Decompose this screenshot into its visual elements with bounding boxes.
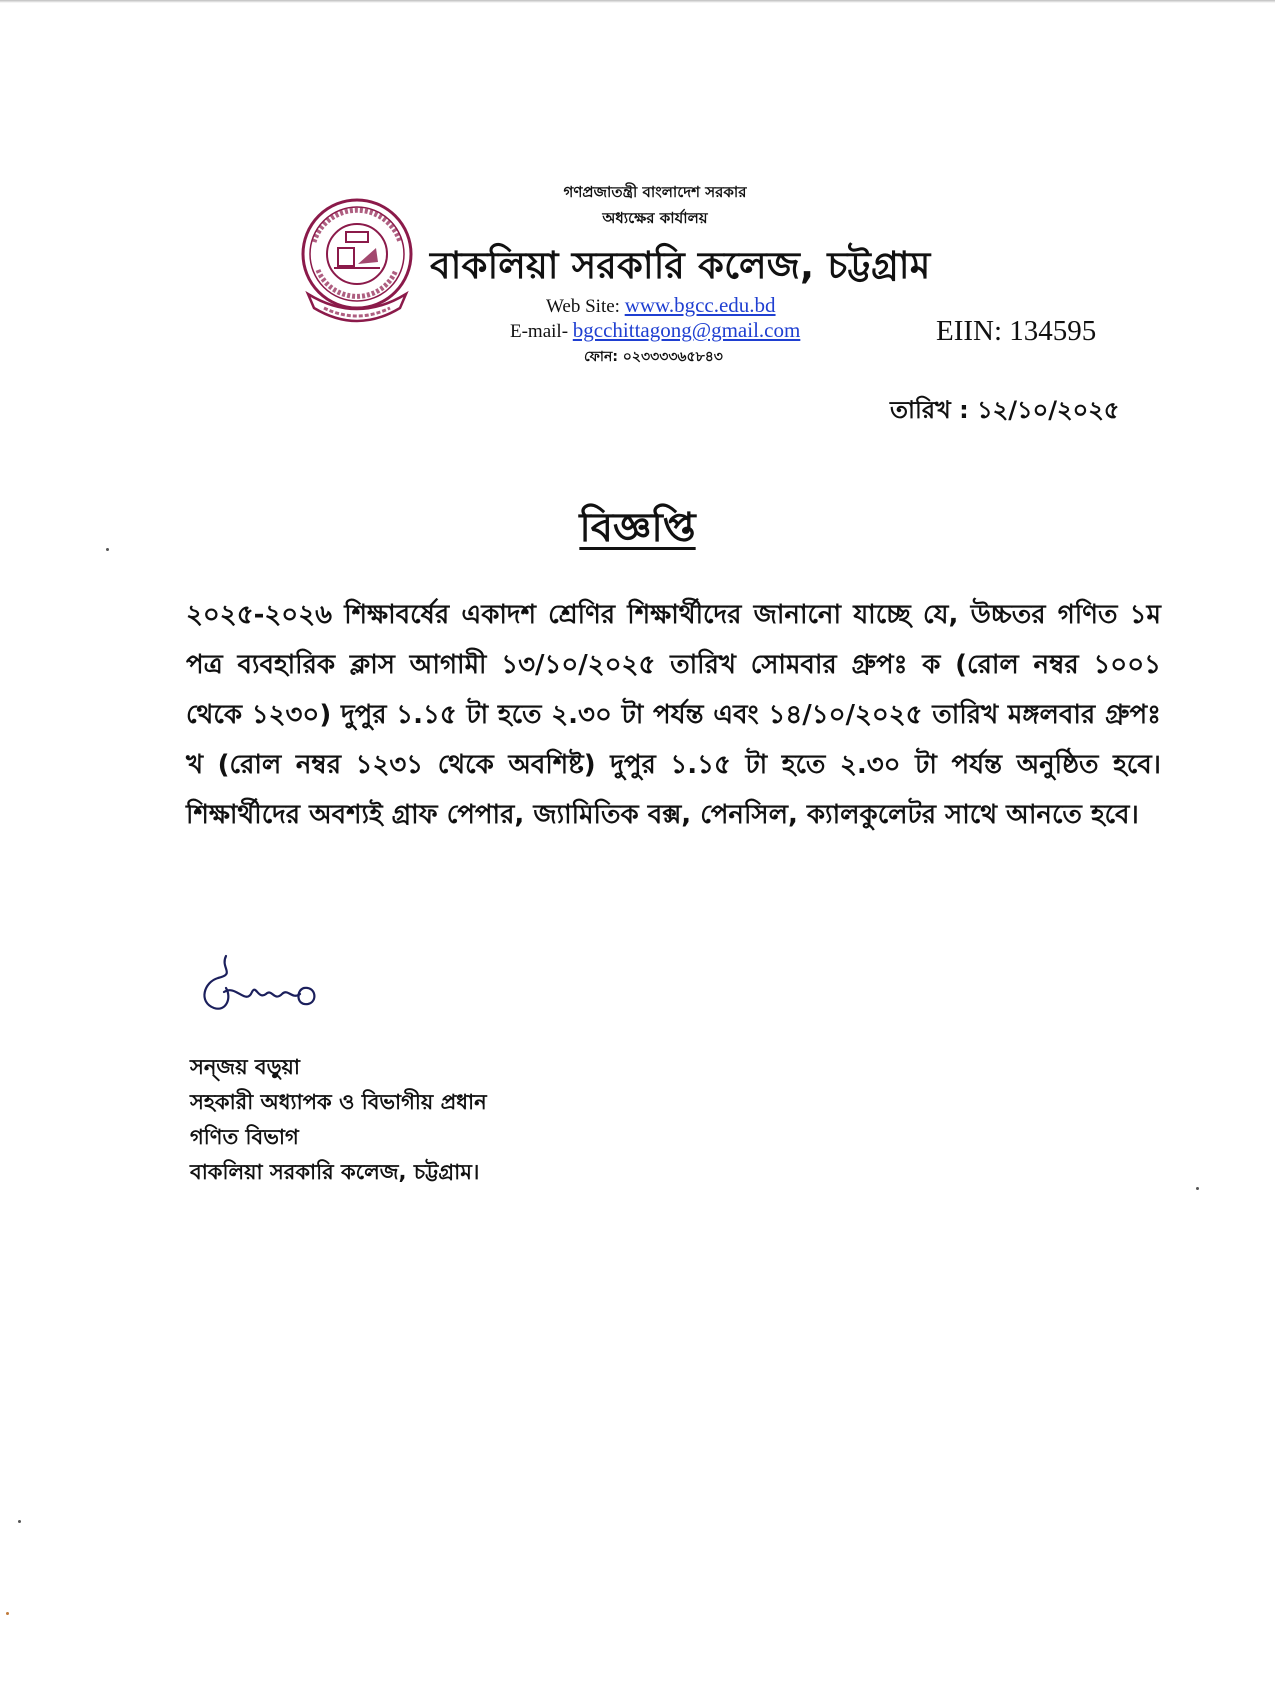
website-line [546, 293, 776, 318]
phone-number: ফোন: ০২৩৩৩৩৬৫৮৪৩ [584, 349, 723, 365]
signatory-department: গণিত বিভাগ [190, 1125, 299, 1149]
signatory-block [190, 1050, 487, 1190]
college-name: বাকলিয়া সরকারি কলেজ, চট্টগ্রাম [430, 244, 931, 287]
handwritten-signature-icon [196, 948, 336, 1018]
scan-speck [18, 1520, 21, 1523]
eiin-number: EIIN: 134595 [936, 315, 1097, 347]
notice-title [0, 496, 1275, 563]
website-link[interactable]: www.bgcc.edu.bd [624, 293, 776, 317]
college-seal-icon [298, 196, 416, 326]
signatory-institution: বাকলিয়া সরকারি কলেজ, চট্টগ্রাম। [190, 1160, 480, 1184]
notice-title-text: বিজ্ঞপ্তি [579, 505, 696, 551]
scan-speck [106, 548, 109, 551]
signatory-designation: সহকারী অধ্যাপক ও বিভাগীয় প্রধান [190, 1090, 487, 1114]
notice-body: ২০২৫-২০২৬ শিক্ষাবর্ষের একাদশ শ্রেণির শিক্ষার্থীদের জানানো যাচ্ছে যে, উচ্চতর গণিত ১ম পত্র ব্যবহারিক ক্লাস আগামী ১৩/১০/২০২৫ তারিখ সোমবার গ্রুপঃ ক (রোল নম্বর ১০০১ থেকে ১২৩০) দুপুর ১.১৫ টা হতে ২.৩০ টা পর্যন্ত এবং ১৪/১০/২০২৫ তারিখ মঙ্গলবার গ্রুপঃ খ (রোল নম্বর ১২৩১ থেকে অবশিষ্ট) দুপুর ১.১৫ টা হতে ২.৩০ টা পর্যন্ত অনুষ্ঠিত হবে। শিক্ষার্থীদের অবশ্যই গ্রাফ পেপার, জ্যামিতিক বক্স, পেনসিল, ক্যালকুলেটর সাথে আনতে হবে। [186, 600, 1161, 830]
email-line [510, 318, 800, 343]
scan-speck [6, 1612, 9, 1615]
government-line: গণপ্রজাতন্ত্রী বাংলাদেশ সরকার [563, 183, 747, 201]
letterhead [0, 0, 1275, 380]
office-line: অধ্যক্ষের কার্যালয় [602, 209, 708, 227]
email-link[interactable]: bgcchittagong@gmail.com [572, 318, 801, 342]
email-label: E-mail- [510, 321, 569, 342]
scan-speck [1196, 1187, 1199, 1190]
notice-date: তারিখ : ১২/১০/২০২৫ [890, 396, 1120, 424]
signatory-name: সন্জয় বড়ুয়া [190, 1055, 301, 1079]
website-label: Web Site: [546, 296, 620, 317]
